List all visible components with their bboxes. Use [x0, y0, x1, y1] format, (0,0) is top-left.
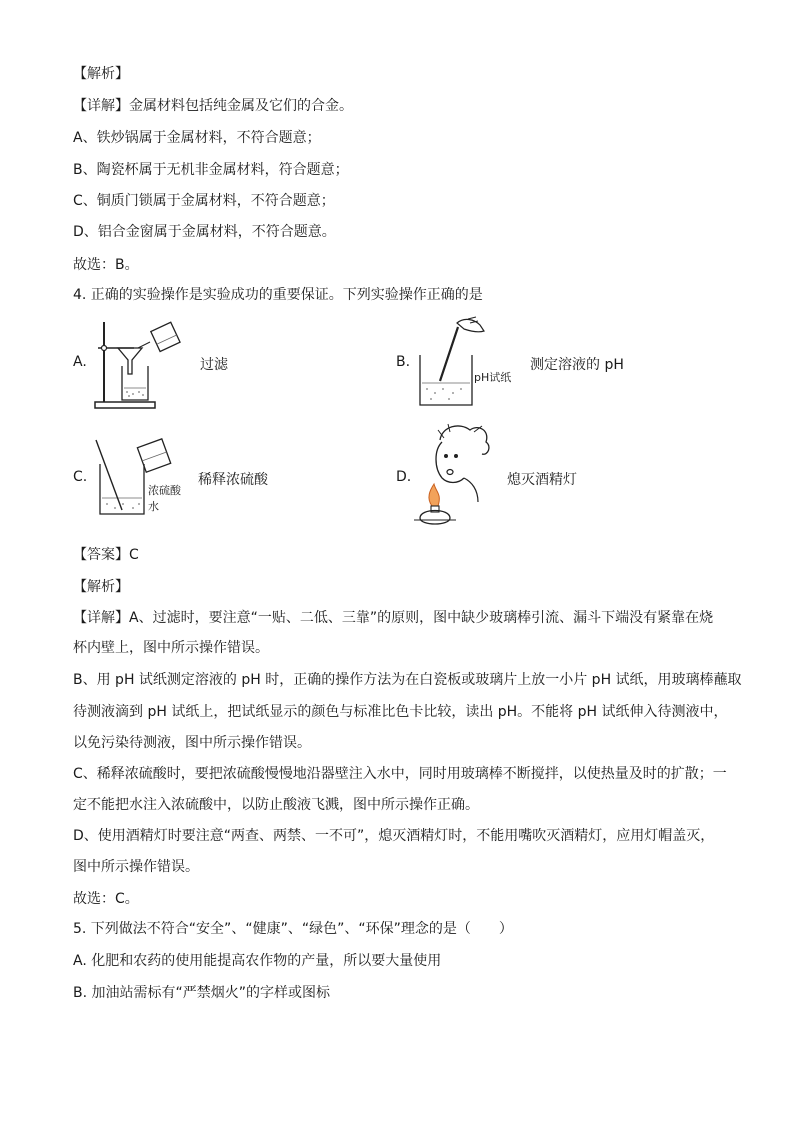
explain-line: B、用 pH 试纸测定溶液的 pH 时，正确的操作方法为在白瓷板或玻璃片上放一小片 pH 试纸，用玻璃棒蘸取: [73, 672, 742, 688]
acid-label: 浓硫酸: [148, 484, 181, 497]
explain-line: 杯内壁上，图中所示操作错误。: [73, 640, 269, 656]
analysis-tag: 【解析】: [73, 579, 129, 595]
option-letter-c: C.: [73, 469, 88, 485]
choice-text: 故选：B。: [73, 257, 139, 273]
option-letter-d: D.: [396, 469, 412, 485]
answer-text: 【答案】C: [73, 547, 139, 563]
explain-line: 定不能把水注入浓硫酸中，以防止酸液飞溅，图中所示操作正确。: [73, 797, 479, 813]
option-explain: B、陶瓷杯属于无机非金属材料，符合题意；: [73, 162, 349, 178]
question-stem: 5. 下列做法不符合“安全”、“健康”、“绿色”、“环保”理念的是（ ）: [73, 921, 513, 937]
ph-paper-label: pH试纸: [474, 371, 512, 384]
water-label: 水: [148, 500, 159, 513]
option-explain: D、铝合金窗属于金属材料，不符合题意。: [73, 224, 336, 240]
option-letter-a: A.: [73, 354, 87, 370]
explain-line: C、稀释浓硫酸时，要把浓硫酸慢慢地沿器壁注入水中，同时用玻璃棒不断搅拌，以使热量及时的扩散；一: [73, 766, 727, 782]
option-caption-a: 过滤: [200, 357, 228, 373]
ph-test-figure: [412, 315, 522, 410]
explain-line: 图中所示操作错误。: [73, 859, 199, 875]
option-explain: A、铁炒锅属于金属材料，不符合题意；: [73, 130, 321, 146]
dilution-figure: [92, 436, 192, 520]
filtration-figure: [90, 318, 185, 413]
option-line: B. 加油站需标有“严禁烟火”的字样或图标: [73, 985, 331, 1001]
option-caption-b: 测定溶液的 pH: [530, 357, 624, 373]
option-caption-d: 熄灭酒精灯: [507, 472, 577, 488]
choice-text: 故选：C。: [73, 891, 139, 907]
alcohol-lamp-figure: [412, 420, 497, 532]
explain-line: 待测液滴到 pH 试纸上，把试纸显示的颜色与标准比色卡比较，读出 pH。不能将 pH 试纸伸入待测液中，: [73, 704, 728, 720]
analysis-tag: 【解析】: [73, 66, 129, 82]
detail-text: 【详解】金属材料包括纯金属及它们的合金。: [73, 98, 353, 114]
explain-line: 【详解】A、过滤时，要注意“一贴、二低、三靠”的原则，图中缺少玻璃棒引流、漏斗下端没有紧靠在烧: [73, 610, 714, 626]
option-line: A. 化肥和农药的使用能提高农作物的产量，所以要大量使用: [73, 953, 442, 969]
option-caption-c: 稀释浓硫酸: [198, 472, 268, 488]
option-letter-b: B.: [396, 354, 411, 370]
explain-line: 以免污染待测液，图中所示操作错误。: [73, 735, 311, 751]
explain-line: D、使用酒精灯时要注意“两查、两禁、一不可”，熄灭酒精灯时，不能用嘴吹灭酒精灯，应用灯帽盖灭，: [73, 828, 715, 844]
question-stem: 4. 正确的实验操作是实验成功的重要保证。下列实验操作正确的是: [73, 287, 483, 303]
option-explain: C、铜质门锁属于金属材料，不符合题意；: [73, 193, 335, 209]
